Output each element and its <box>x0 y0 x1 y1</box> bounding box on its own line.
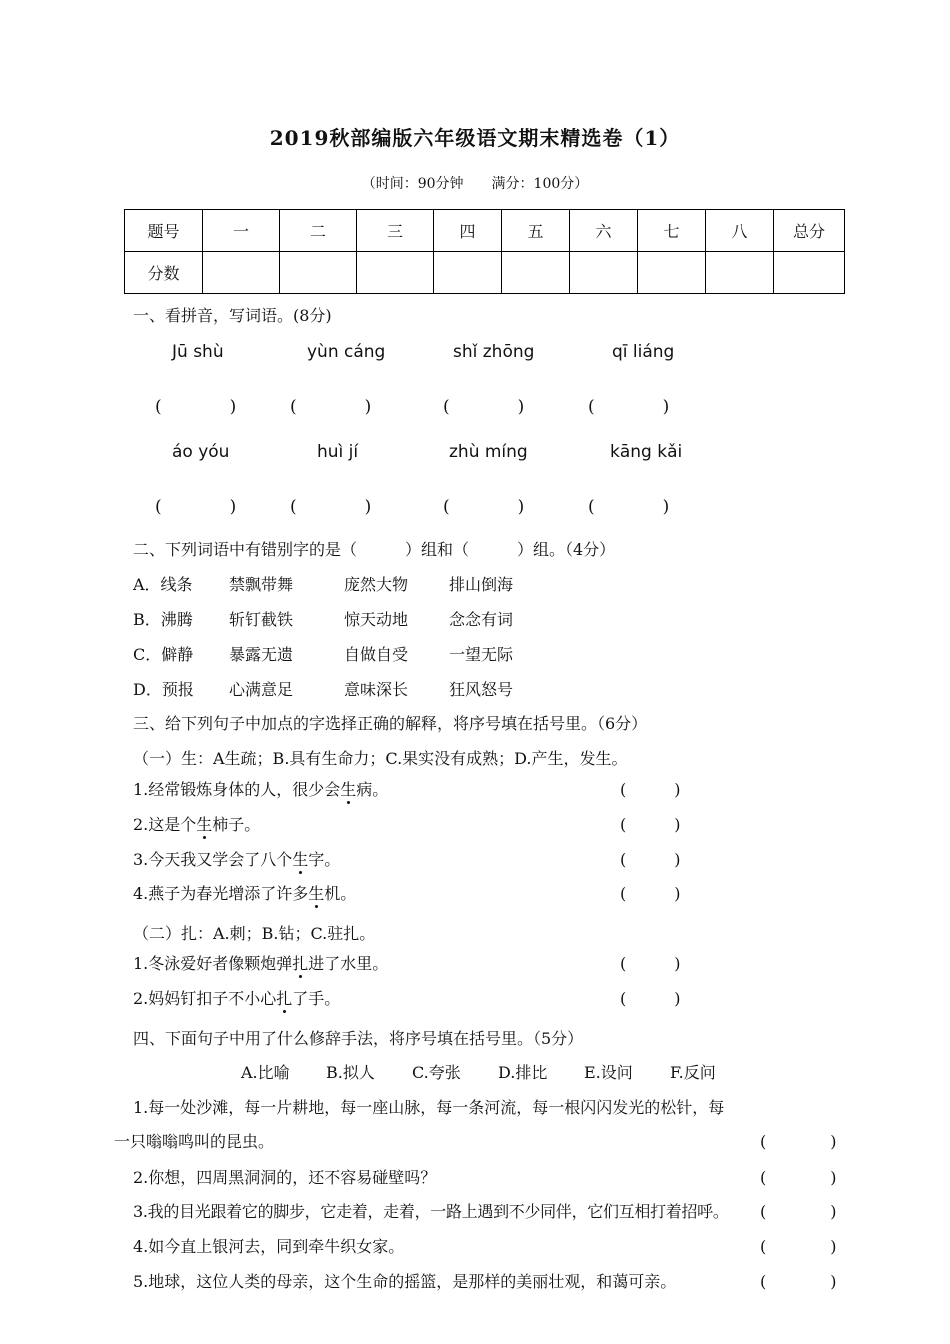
score-cell[interactable] <box>706 252 774 294</box>
pinyin: áo yóu <box>172 442 230 462</box>
answer-blank[interactable]: ( ) <box>760 1237 837 1256</box>
pinyin: kāng kǎi <box>610 442 683 462</box>
option-word: 念念有词 <box>449 610 514 629</box>
answer-blank[interactable]: ( ) <box>290 397 372 417</box>
score-table <box>124 209 845 294</box>
option-word: 一望无际 <box>449 645 514 664</box>
header-cell: 七 <box>638 210 706 252</box>
option-word: 斩钉截铁 <box>229 610 294 629</box>
option-word: 暴露无遗 <box>229 645 294 664</box>
header-cell: 六 <box>570 210 638 252</box>
answer-blank[interactable]: ( ) <box>155 397 237 417</box>
option-word: 庞然大物 <box>344 575 409 594</box>
answer-blank[interactable]: ( ) <box>443 397 525 417</box>
pinyin: huì jí <box>317 442 359 462</box>
question-item: 5.地球，这位人类的母亲，这个生命的摇篮，是那样的美丽壮观，和蔼可亲。 <box>133 1272 677 1291</box>
rhetoric-option: F.反问 <box>670 1063 716 1082</box>
score-cell[interactable] <box>502 252 570 294</box>
option-label: A．线条 <box>133 575 193 594</box>
score-table-header-row <box>125 210 845 252</box>
section4-heading: 四、下面句子中用了什么修辞手法，将序号填在括号里。（5分） <box>133 1029 584 1048</box>
score-cell[interactable] <box>638 252 706 294</box>
dotted-char: 生 <box>196 812 212 835</box>
option-word: 惊天动地 <box>344 610 409 629</box>
answer-blank[interactable]: ( ) <box>620 989 681 1008</box>
option-label: C．僻静 <box>133 645 194 664</box>
pinyin: yùn cáng <box>307 342 386 362</box>
option-label: D．预报 <box>133 680 194 699</box>
definition-group: （一）生：A生疏；B.具有生命力；C.果实没有成熟；D.产生，发生。 <box>133 749 628 768</box>
option-word: 自做自受 <box>344 645 409 664</box>
answer-blank[interactable]: ( ) <box>588 497 670 517</box>
question-item: 2.你想，四周黑洞洞的，还不容易碰壁吗？ <box>133 1168 437 1187</box>
definition-group: （二）扎：A.刺；B.钻；C.驻扎。 <box>133 924 376 943</box>
pinyin: shǐ zhōng <box>453 342 535 362</box>
answer-blank[interactable]: ( ) <box>588 397 670 417</box>
question-item: 2.这是个生柿子。 <box>133 812 260 835</box>
rhetoric-option: D.排比 <box>498 1063 548 1082</box>
rhetoric-option: C.夸张 <box>412 1063 461 1082</box>
answer-blank[interactable]: ( ) <box>620 780 681 799</box>
header-cell: 三 <box>357 210 434 252</box>
dotted-char: 生 <box>308 881 324 904</box>
question-item: 1.每一处沙滩，每一片耕地，每一座山脉，每一条河流，每一根闪闪发光的松针，每 <box>133 1098 725 1117</box>
score-cell[interactable] <box>434 252 502 294</box>
answer-blank[interactable]: ( ) <box>760 1202 837 1221</box>
header-cell: 八 <box>706 210 774 252</box>
answer-blank[interactable]: ( ) <box>620 850 681 869</box>
header-cell: 题号 <box>125 210 203 252</box>
answer-blank[interactable]: ( ) <box>620 815 681 834</box>
pinyin: Jū shù <box>172 342 224 362</box>
question-item: 1.冬泳爱好者像颗炮弹扎进了水里。 <box>133 951 388 974</box>
option-word: 心满意足 <box>229 680 294 699</box>
rhetoric-option: A.比喻 <box>241 1063 290 1082</box>
answer-blank[interactable]: ( ) <box>290 497 372 517</box>
score-cell[interactable] <box>203 252 280 294</box>
score-table-score-row <box>125 252 845 294</box>
answer-blank[interactable]: ( ) <box>620 954 681 973</box>
exam-info: （时间：90分钟 满分：100分） <box>361 176 589 192</box>
rhetoric-option: B.拟人 <box>326 1063 375 1082</box>
score-cell[interactable] <box>774 252 845 294</box>
score-cell[interactable] <box>357 252 434 294</box>
answer-blank[interactable]: ( ) <box>155 497 237 517</box>
pinyin: qī liáng <box>612 342 675 362</box>
option-label: B．沸腾 <box>133 610 193 629</box>
answer-blank[interactable]: ( ) <box>760 1168 837 1187</box>
option-word: 意味深长 <box>344 680 409 699</box>
section2-heading: 二、下列词语中有错别字的是（ ）组和（ ）组。（4分） <box>133 540 616 559</box>
dotted-char: 生 <box>340 777 356 800</box>
question-item: 2.妈妈钉扣子不小心扎了手。 <box>133 986 340 1009</box>
question-item: 4.燕子为春光增添了许多生机。 <box>133 881 356 904</box>
header-cell: 四 <box>434 210 502 252</box>
rhetoric-option: E.设问 <box>584 1063 633 1082</box>
dotted-char: 生 <box>292 847 308 870</box>
score-cell[interactable] <box>280 252 357 294</box>
option-word: 狂风怒号 <box>449 680 514 699</box>
answer-blank[interactable]: ( ) <box>620 884 681 903</box>
question-item: 4.如今直上银河去，同到牵牛织女家。 <box>133 1237 405 1256</box>
header-cell: 五 <box>502 210 570 252</box>
row-label: 分数 <box>125 252 203 294</box>
answer-blank[interactable]: ( ) <box>760 1272 837 1291</box>
question-item-continued: 一只嗡嗡鸣叫的昆虫。 <box>114 1132 275 1151</box>
section1-heading: 一、看拼音，写词语。(8分) <box>133 306 332 325</box>
header-cell: 二 <box>280 210 357 252</box>
score-cell[interactable] <box>570 252 638 294</box>
dotted-char: 扎 <box>276 986 292 1009</box>
header-cell: 总分 <box>774 210 845 252</box>
answer-blank[interactable]: ( ) <box>760 1132 837 1151</box>
page-title: 2019秋部编版六年级语文期末精选卷（1） <box>269 126 681 150</box>
option-word: 禁飘带舞 <box>229 575 294 594</box>
section3-heading: 三、给下列句子中加点的字选择正确的解释，将序号填在括号里。（6分） <box>133 714 648 733</box>
answer-blank[interactable]: ( ) <box>443 497 525 517</box>
dotted-char: 扎 <box>292 951 308 974</box>
question-item: 1.经常锻炼身体的人，很少会生病。 <box>133 777 388 800</box>
question-item: 3.今天我又学会了八个生字。 <box>133 847 340 870</box>
header-cell: 一 <box>203 210 280 252</box>
pinyin: zhù míng <box>449 442 528 462</box>
option-word: 排山倒海 <box>449 575 514 594</box>
question-item: 3.我的目光跟着它的脚步，它走着，走着，一路上遇到不少同伴，它们互相打着招呼。 <box>133 1202 729 1221</box>
